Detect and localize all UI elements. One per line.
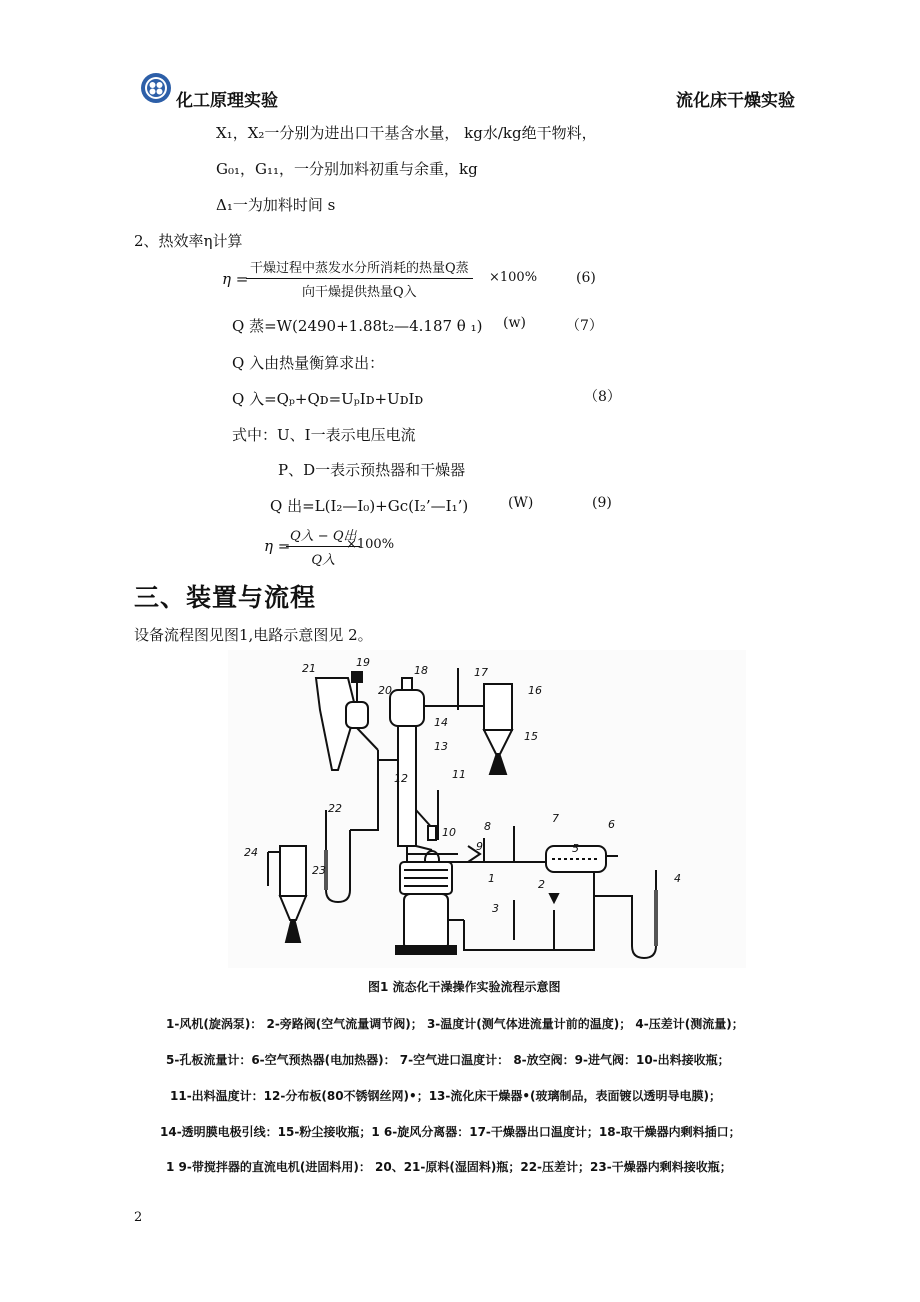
eq7-number: （7） — [566, 318, 603, 334]
legend-line-4: 14-透明膜电极引线：15-粉尘接收瓶；1 6-旋风分离器：17-干燥器出口温度计；18-取干燥器内剩料插口； — [160, 1125, 741, 1139]
callout-16: 16 — [528, 684, 542, 697]
eq9-text: Q 出=L(I₂—I₀)+Gc(I₂’—I₁’) — [270, 497, 469, 515]
callout-23: 23 — [312, 864, 326, 877]
callout-22: 22 — [328, 802, 342, 815]
eq9-number: (9) — [592, 495, 612, 511]
eq8-number: （8） — [584, 389, 621, 405]
section2-title: 2、热效率η计算 — [134, 232, 243, 250]
eq-eta-denominator: Q入 — [311, 553, 336, 568]
eq-eta-factor: ×100% — [346, 537, 395, 552]
section3-title: 三、装置与流程 — [134, 583, 317, 612]
eq8-text: Q 入=Qₚ+Qᴅ=UₚIᴅ+UᴅIᴅ — [232, 390, 424, 408]
definition-g: G₀₁，G₁₁，一分别加料初重与余重，kg — [216, 160, 478, 178]
callout-10: 10 — [442, 826, 456, 839]
callout-1: 1 — [488, 872, 495, 885]
callout-21: 21 — [302, 662, 316, 675]
legend-line-1: 1-风机(旋涡泵)： 2-旁路阀(空气流量调节阀)； 3-温度计(测气体进流量计前的温度)； 4-压差计(测流量)； — [166, 1017, 744, 1031]
legend-line-5: 1 9-带搅拌器的直流电机(进固料用)： 20、21-原料(湿固料)瓶；22-压差计；23-干燥器内剩料接收瓶； — [166, 1160, 732, 1174]
definition-x: X₁，X₂一分别为进出口干基含水量， kg水/kg绝干物料， — [216, 124, 597, 142]
header-rule — [140, 112, 812, 113]
callout-17: 17 — [474, 666, 488, 679]
callout-5: 5 — [572, 842, 579, 855]
eq6-lhs: η = — [222, 270, 249, 288]
callout-11: 11 — [452, 768, 466, 781]
definition-delta: Δ₁一为加料时间 s — [216, 196, 336, 214]
callout-6: 6 — [608, 818, 615, 831]
eq6-factor: ×100% — [489, 270, 538, 285]
callout-24: 24 — [244, 846, 258, 859]
callout-15: 15 — [524, 730, 538, 743]
eq6-fraction — [246, 257, 473, 300]
legend-line-3: 11-出料温度计：12-分布板(80不锈钢丝网)•；13-流化床干燥器•(玻璃制品，表面镀以透明导电膜)； — [170, 1089, 722, 1103]
eq6-numerator: 干燥过程中蒸发水分所消耗的热量Q蒸 — [246, 257, 473, 279]
eq6-number: (6) — [576, 270, 596, 286]
callout-3: 3 — [492, 902, 499, 915]
callout-4: 4 — [674, 872, 681, 885]
figure-caption: 图1 流态化干澡操作实验流程示意图 — [368, 980, 561, 994]
callout-19: 19 — [356, 656, 370, 669]
legend-line-2: 5-孔板流量计：6-空气预热器(电加热器)： 7-空气进口温度计： 8-放空阀：9-进气阀：10-出料接收瓶； — [166, 1053, 730, 1067]
page-number: 2 — [134, 1210, 143, 1225]
q-in-note: Q 入由热量衡算求出： — [232, 354, 385, 372]
flow-diagram-svg — [228, 650, 746, 968]
eq-eta-lhs: η = — [264, 537, 291, 555]
eq7-text: Q 蒸=W(2490+1.88t₂—4.187 θ ₁) — [232, 317, 483, 335]
eq9-unit: (W) — [508, 495, 534, 511]
callout-20: 20 — [378, 684, 392, 697]
where-pd: P、D一表示预热器和干燥器 — [278, 461, 466, 479]
callout-12: 12 — [394, 772, 408, 785]
university-logo-icon — [140, 72, 172, 104]
callout-14: 14 — [434, 716, 448, 729]
where-ui: 式中：U、I一表示电压电流 — [232, 426, 416, 444]
callout-13: 13 — [434, 740, 448, 753]
flow-diagram — [228, 650, 746, 968]
callout-8: 8 — [484, 820, 491, 833]
callout-9: 9 — [476, 840, 483, 853]
header-left-title: 化工原理实验 — [176, 91, 278, 111]
eq-eta-numerator: Q入 − Q出 — [286, 525, 360, 547]
header-right-title: 流化床干燥实验 — [676, 91, 795, 111]
eq6-denominator: 向干燥提供热量Q入 — [302, 285, 417, 300]
callout-18: 18 — [414, 664, 428, 677]
section3-intro: 设备流程图见图1,电路示意图见 2。 — [134, 626, 373, 644]
callout-2: 2 — [538, 878, 545, 891]
callout-7: 7 — [552, 812, 559, 825]
logo — [140, 72, 172, 104]
eq7-unit: (w) — [503, 315, 526, 331]
